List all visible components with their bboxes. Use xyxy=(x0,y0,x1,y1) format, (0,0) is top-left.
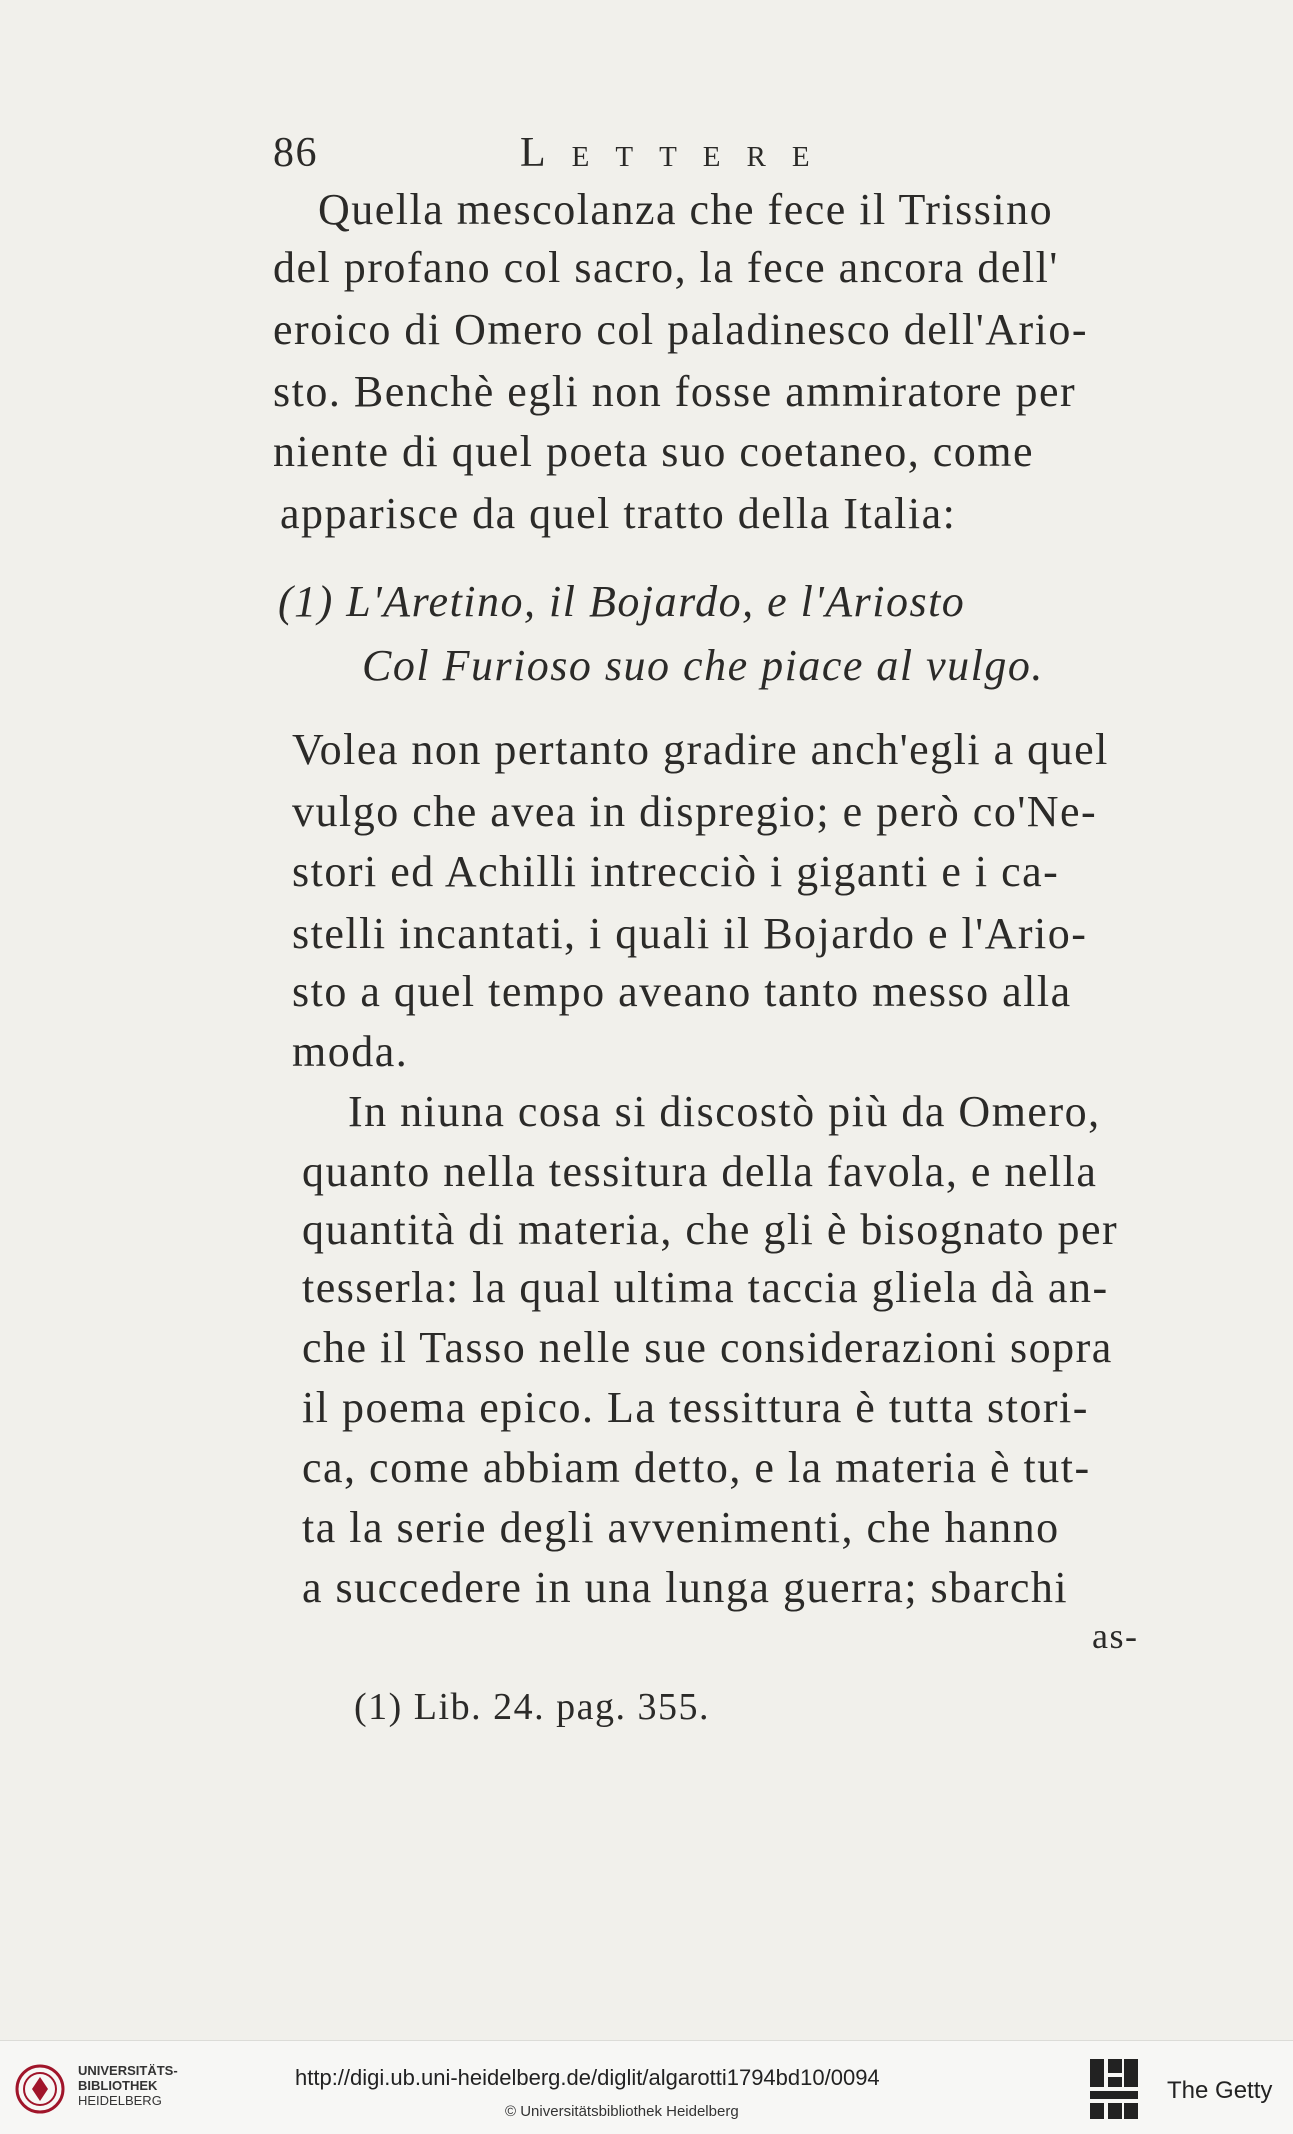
footnote: (1) Lib. 24. pag. 355. xyxy=(354,1686,710,1728)
text-line: a succedere in una lunga guerra; sbarchi xyxy=(302,1563,1069,1612)
footer-bar xyxy=(0,2040,1293,2134)
text-line: stelli incantati, i quali il Bojardo e l'Ario- xyxy=(292,909,1088,958)
text-line: In niuna cosa si discostò più da Omero, xyxy=(348,1087,1101,1136)
running-title: Lettere xyxy=(520,130,836,176)
text-line: stori ed Achilli intrecciò i giganti e i ca- xyxy=(292,847,1060,896)
university-seal-icon xyxy=(14,2063,74,2115)
text-line: tesserla: la qual ultima taccia gliela dà an- xyxy=(302,1263,1109,1312)
text-line: sto. Benchè egli non fosse ammiratore per xyxy=(273,367,1077,416)
text-line: vulgo che avea in dispregio; e però co'Ne- xyxy=(292,787,1098,836)
text-line: del profano col sacro, la fece ancora dell' xyxy=(273,243,1059,292)
permalink-url[interactable]: http://digi.ub.uni-heidelberg.de/diglit/algarotti1794bd10/0094 xyxy=(295,2065,880,2090)
text-line: sto a quel tempo aveano tanto messo alla xyxy=(292,967,1072,1016)
copyright-notice: © Universitätsbibliothek Heidelberg xyxy=(505,2103,739,2120)
verse-line: (1) L'Aretino, il Bojardo, e l'Ariosto xyxy=(278,577,966,626)
text-line: Volea non pertanto gradire anch'egli a quel xyxy=(292,725,1109,774)
text-line: apparisce da quel tratto della Italia: xyxy=(280,489,957,538)
text-line: Quella mescolanza che fece il Trissino xyxy=(318,185,1054,234)
page-number: 86 xyxy=(273,130,318,176)
text-line: ta la serie degli avvenimenti, che hanno xyxy=(302,1503,1060,1552)
catchword: as- xyxy=(1092,1616,1139,1656)
verse-line: Col Furioso suo che piace al vulgo. xyxy=(362,641,1044,690)
text-line: niente di quel poeta suo coetaneo, come xyxy=(273,427,1035,476)
getty-label: The Getty xyxy=(1167,2077,1273,2104)
text-line: quanto nella tessitura della favola, e nella xyxy=(302,1147,1098,1196)
text-line: il poema epico. La tessittura è tutta stori- xyxy=(302,1383,1089,1432)
text-line: ca, come abbiam detto, e la materia è tut- xyxy=(302,1443,1091,1492)
text-line: moda. xyxy=(292,1027,409,1076)
getty-logo-icon xyxy=(1088,2057,1140,2121)
library-name: UNIVERSITÄTS- BIBLIOTHEK HEIDELBERG xyxy=(78,2063,178,2108)
text-line: che il Tasso nelle sue considerazioni sopra xyxy=(302,1323,1113,1372)
text-line: eroico di Omero col paladinesco dell'Ario- xyxy=(273,305,1088,354)
text-line: quantità di materia, che gli è bisognato per xyxy=(302,1205,1119,1254)
